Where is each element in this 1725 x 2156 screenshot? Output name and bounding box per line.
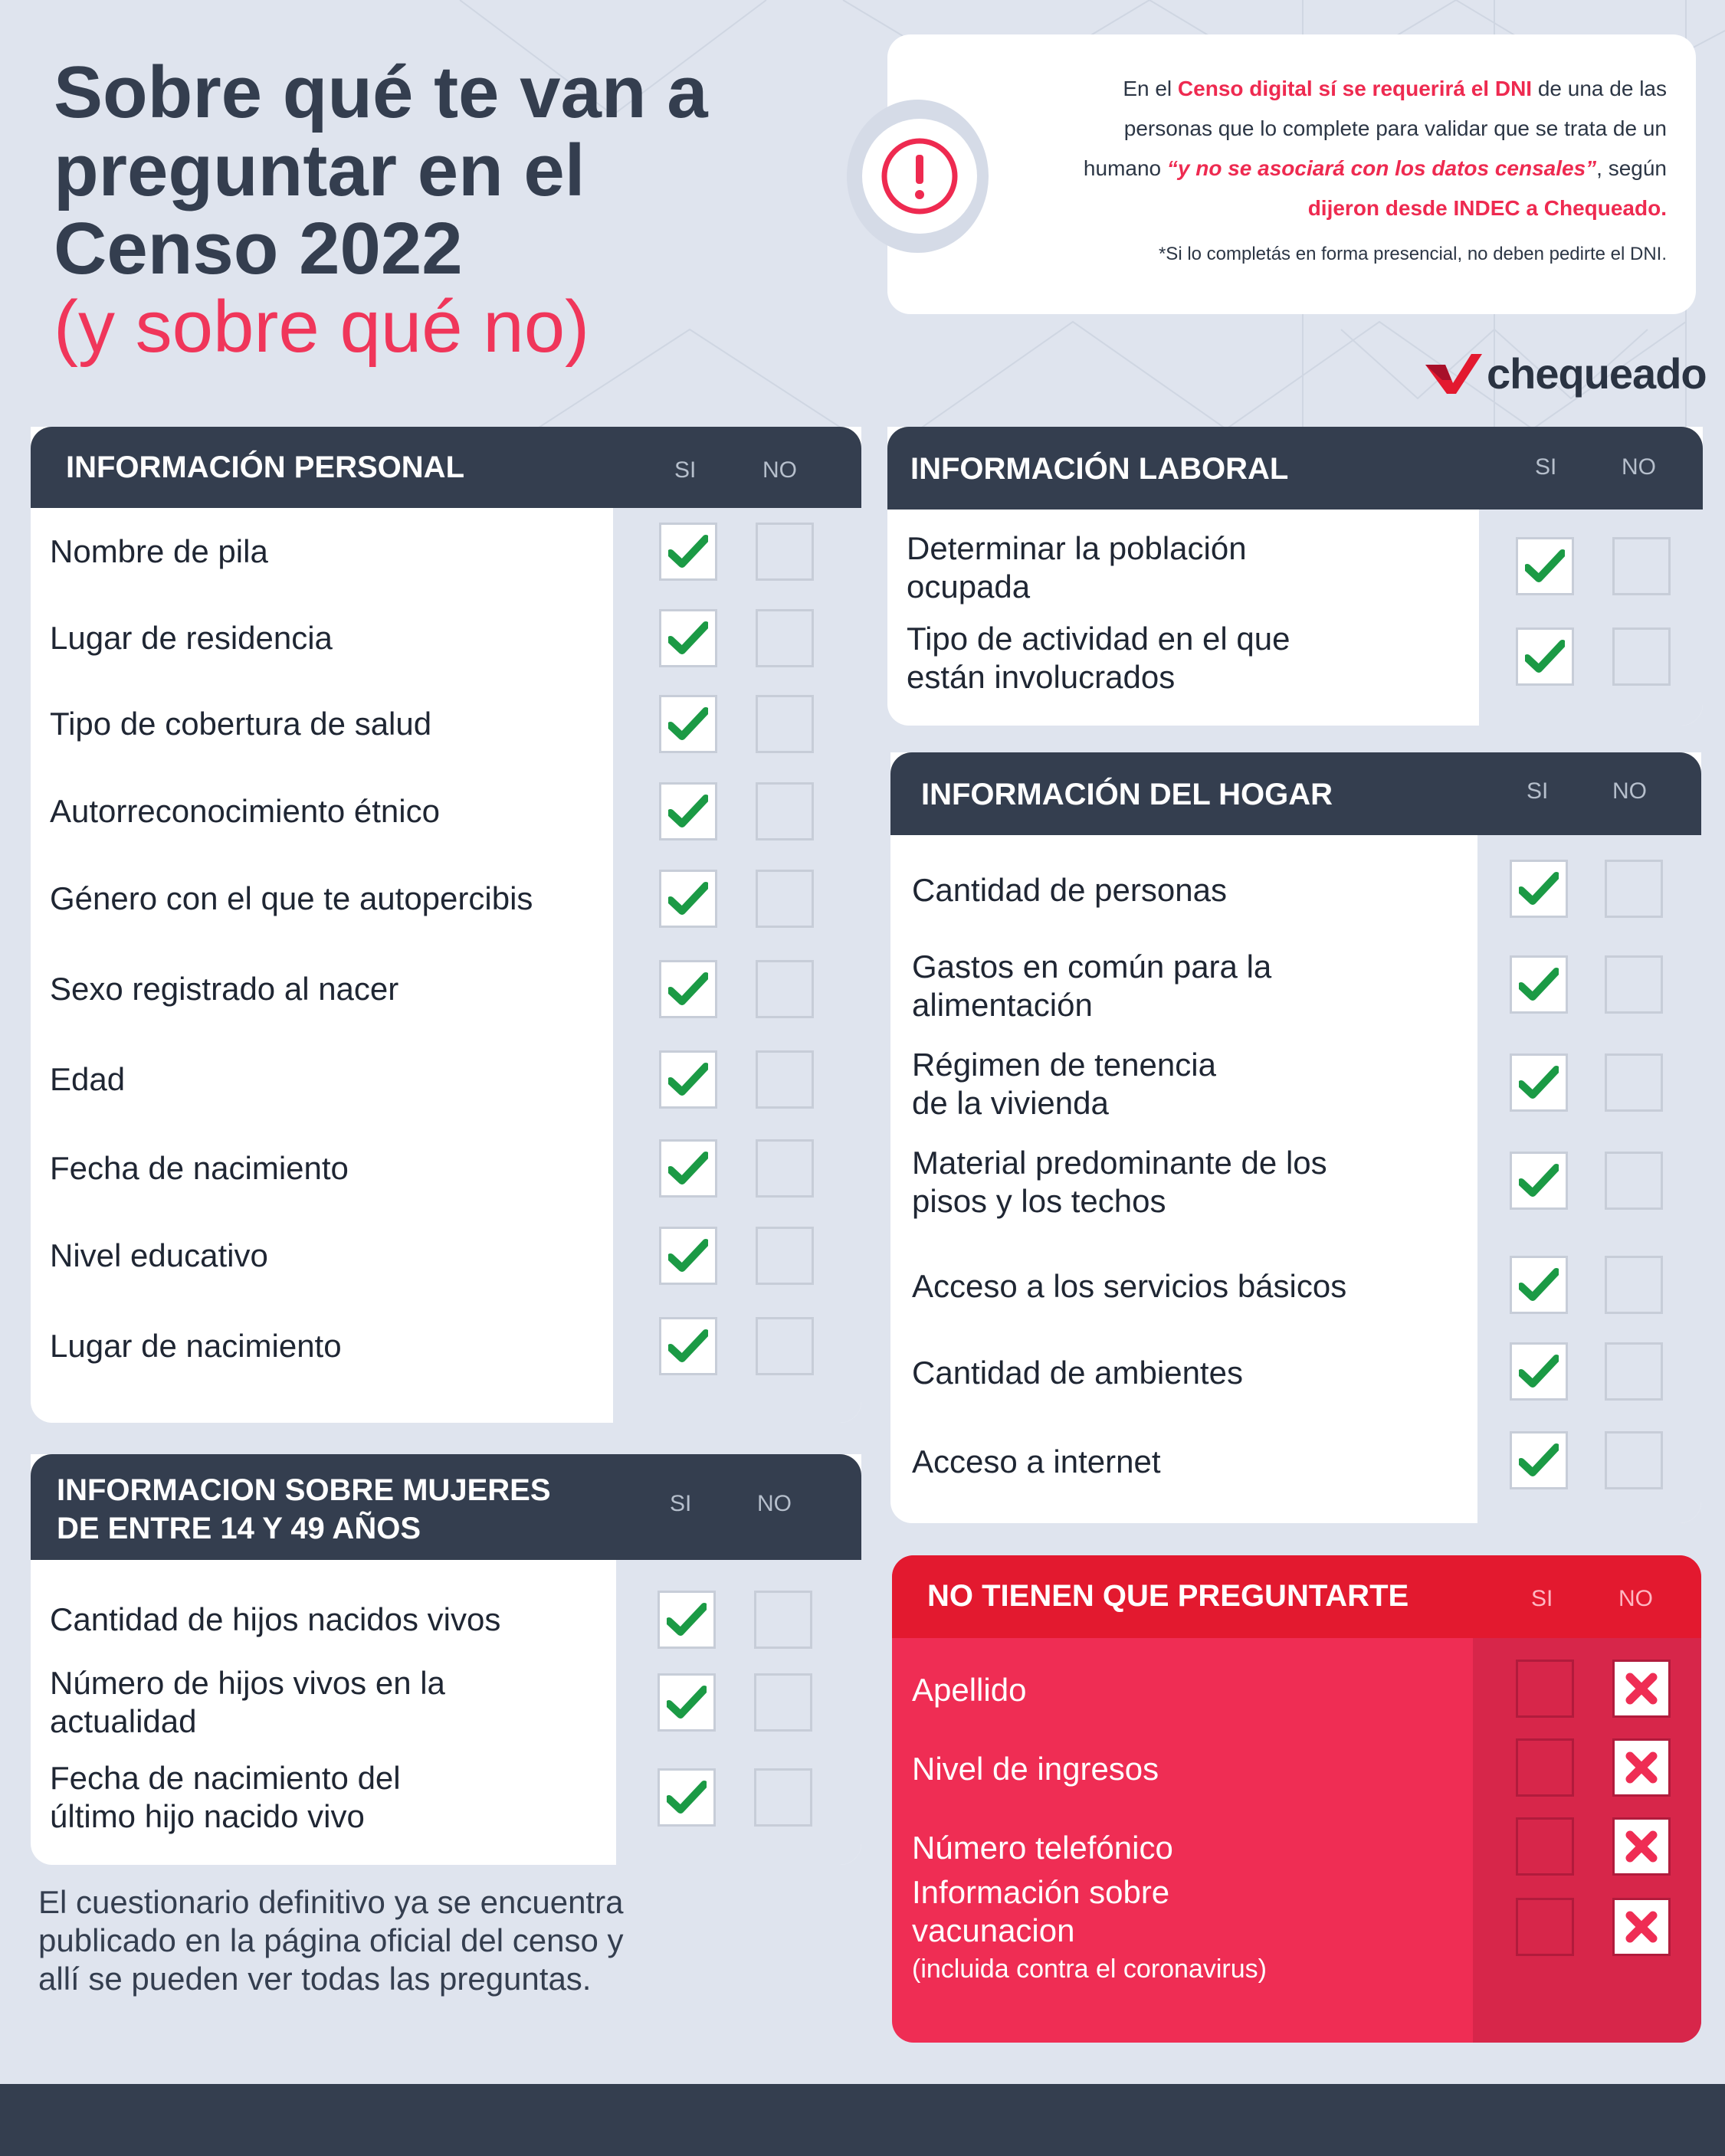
checkbox-si [1516,1738,1574,1797]
item-label: Fecha de nacimiento [50,1150,349,1186]
women-info-header [31,1454,861,1560]
check-icon [1525,640,1565,673]
check-icon [668,621,708,655]
item-label: Nivel educativo [50,1237,268,1273]
check-icon [1519,1268,1559,1302]
checkbox-si [659,870,717,928]
column-si: SI [670,1491,692,1516]
checkbox-no [1612,1738,1671,1797]
check-icon [1519,1443,1559,1477]
checkbox-si [658,1768,716,1827]
column-si: SI [1531,1586,1553,1611]
column-si: SI [1535,454,1557,480]
footer-line: El cuestionario definitivo ya se encuentra [38,1884,624,1920]
notice-text: de una de las personas que lo complete para validar que se trata de un humano [1083,77,1667,180]
footer-line: allí se pueden ver todas las preguntas. [38,1961,592,1997]
check-icon [668,795,708,828]
checkbox-no [756,1139,814,1198]
checkbox-no [1612,627,1671,686]
list-item [31,1049,861,1110]
check-icon [668,707,708,741]
item-label: Sexo registrado al nacer [50,971,399,1007]
check-icon [1525,549,1565,583]
check-icon [1519,1164,1559,1198]
checkbox-si [1516,1660,1574,1718]
work-info-header [887,427,1703,510]
checkbox-si [659,695,717,753]
list-item [31,1665,861,1739]
list-item [892,1817,1701,1879]
list-item [31,1316,861,1377]
exclamation-icon [880,136,959,216]
item-label: Número telefónico [912,1830,1173,1866]
item-label: Gastos en común para la [912,949,1272,985]
checkbox-no [1605,1152,1663,1210]
logo-text: chequeado [1487,349,1707,398]
item-label: (incluida contra el coronavirus) [912,1954,1267,1984]
checkbox-si [1516,627,1574,686]
dni-notice-text [1041,69,1667,228]
check-icon [1519,872,1559,906]
column-si: SI [1527,778,1549,804]
list-item [892,1660,1701,1721]
item-label: pisos y los techos [912,1183,1166,1219]
list-item [31,1225,861,1286]
alert-badge [847,100,989,253]
list-item [890,1145,1701,1219]
checkbox-si [1510,1256,1568,1314]
check-icon [1519,1355,1559,1388]
checkbox-si [1516,1817,1574,1876]
check-icon [1519,968,1559,1001]
column-no: NO [1622,454,1656,480]
check-icon [668,1329,708,1363]
card-title: INFORMACION SOBRE MUJERES [57,1473,551,1507]
checkbox-no [756,695,814,753]
title-line: preguntar en el [54,129,585,211]
dni-notice-footnote: *Si lo completás en forma presencial, no deben pedirte el DNI. [1158,244,1667,264]
women-info-card [31,1454,861,1865]
checkbox-si [659,1139,717,1198]
cross-icon [1624,1750,1659,1785]
checkbox-no [1612,1817,1671,1876]
cross-icon [1624,1829,1659,1864]
check-icon [1519,1066,1559,1099]
item-label: Género con el que te autopercibis [50,880,533,916]
checkbox-si [1516,1898,1574,1956]
checkbox-no [754,1591,812,1649]
household-info-card [890,752,1701,1523]
list-item [31,958,861,1020]
item-label: Determinar la población [907,530,1247,566]
notice-quote: “y no se asociará con los datos censales” [1166,156,1597,180]
checkbox-si [1510,1431,1568,1489]
item-label: Lugar de residencia [50,620,333,656]
card-title: DE ENTRE 14 Y 49 AÑOS [57,1512,421,1545]
personal-info-card [31,427,861,1423]
check-icon [668,1152,708,1185]
item-label: Material predominante de los [912,1145,1327,1181]
item-label: Apellido [912,1672,1027,1708]
list-item [892,1874,1701,1984]
list-item [892,1738,1701,1800]
list-item [31,781,861,842]
checkbox-si [659,609,717,667]
household-info-header [890,752,1701,835]
notice-highlight: Censo digital sí se requerirá el DNI [1177,77,1533,100]
title-accent: (y sobre qué no) [54,286,590,368]
check-icon [668,882,708,916]
checkbox-si [1510,860,1568,918]
check-icon [668,535,708,568]
checkbox-no [1605,1053,1663,1112]
column-no: NO [1612,778,1647,804]
checkbox-si [1510,1342,1568,1401]
work-info-card [887,427,1703,726]
personal-info-header [31,427,861,508]
card-title: INFORMACIÓN LABORAL [910,452,1289,486]
title-line: Censo 2022 [54,208,463,290]
notice-text: , según [1596,156,1667,180]
column-si: SI [674,457,697,483]
dni-notice [887,34,1696,314]
list-item [31,693,861,755]
checkbox-si [659,1050,717,1109]
checkbox-no [756,870,814,928]
checkbox-no [1612,537,1671,595]
list-item [31,521,861,582]
list-item [887,621,1703,695]
item-label: Tipo de actividad en el que [907,621,1290,657]
checkbox-no [1612,1660,1671,1718]
list-item [890,1047,1701,1121]
item-label: Información sobre [912,1874,1170,1910]
checkbox-no [1605,1256,1663,1314]
title-line: Sobre qué te van a [54,51,708,133]
checkbox-no [1605,1431,1663,1489]
checkbox-no [756,1317,814,1375]
checkbox-no [756,1050,814,1109]
checkbox-no [756,1227,814,1285]
checkbox-no [1605,1342,1663,1401]
item-label: Nombre de pila [50,533,268,569]
column-no: NO [757,1491,792,1516]
list-item [890,949,1701,1023]
checkbox-no [756,523,814,581]
checkbox-no [756,782,814,840]
item-label: Acceso a los servicios básicos [912,1268,1347,1304]
list-item [31,1760,861,1834]
column-no: NO [1618,1586,1653,1611]
card-title: INFORMACIÓN DEL HOGAR [921,778,1333,811]
item-label: Autorreconocimiento étnico [50,793,440,829]
item-label: Nivel de ingresos [912,1751,1159,1787]
not-asked-header [892,1555,1701,1638]
list-item [890,1431,1701,1492]
cross-icon [1624,1671,1659,1706]
checkbox-no [754,1768,812,1827]
card-title: NO TIENEN QUE PREGUNTARTE [927,1579,1409,1613]
list-item [890,1342,1701,1404]
item-label: Cantidad de ambientes [912,1355,1243,1391]
item-label: alimentación [912,987,1093,1023]
checkbox-no [756,960,814,1018]
page-title [54,51,708,368]
item-label: Edad [50,1061,126,1097]
item-label: vacunacion [912,1912,1075,1948]
column-no: NO [762,457,797,483]
not-asked-card [892,1555,1701,2043]
checkbox-no [754,1673,812,1732]
bottom-bar [0,2084,1725,2156]
checkbox-no [1605,955,1663,1014]
item-label: Tipo de cobertura de salud [50,706,432,742]
check-icon [667,1686,707,1719]
check-logo-icon [1425,354,1482,394]
list-item [890,860,1701,921]
list-item [31,1589,861,1650]
item-label: Lugar de nacimiento [50,1328,342,1364]
footer-line: publicado en la página oficial del censo y [38,1922,624,1958]
checkbox-si [659,1317,717,1375]
checkbox-si [659,523,717,581]
checkbox-no [1605,860,1663,918]
checkbox-si [1516,537,1574,595]
checkbox-si [1510,955,1568,1014]
item-label: de la vivienda [912,1085,1109,1121]
list-item [31,608,861,669]
item-label: Número de hijos vivos en la [50,1665,445,1701]
checkbox-si [659,782,717,840]
checkbox-si [1510,1053,1568,1112]
item-label: están involucrados [907,659,1176,695]
check-icon [668,972,708,1006]
list-item [31,1138,861,1199]
chequeado-logo [1425,349,1707,398]
item-label: actualidad [50,1703,197,1739]
item-label: Cantidad de hijos nacidos vivos [50,1601,501,1637]
list-item [890,1256,1701,1317]
item-label: último hijo nacido vivo [50,1798,365,1834]
notice-highlight: dijeron desde INDEC a Chequeado. [1307,196,1667,220]
checkbox-si [659,1227,717,1285]
checkbox-no [756,609,814,667]
list-item [887,530,1703,605]
cross-icon [1624,1909,1659,1945]
list-item [31,868,861,929]
checkbox-si [1510,1152,1568,1210]
item-label: Cantidad de personas [912,872,1227,908]
card-title: INFORMACIÓN PERSONAL [66,451,464,484]
item-label: Fecha de nacimiento del [50,1760,401,1796]
checkbox-si [658,1673,716,1732]
notice-text: En el [1123,77,1178,100]
checkbox-si [659,960,717,1018]
check-icon [667,1781,707,1814]
check-icon [668,1239,708,1273]
checkbox-no [1612,1898,1671,1956]
footer-note [38,1883,624,1998]
checkbox-si [658,1591,716,1649]
check-icon [667,1603,707,1637]
check-icon [668,1063,708,1096]
item-label: ocupada [907,568,1031,605]
item-label: Régimen de tenencia [912,1047,1216,1083]
item-label: Acceso a internet [912,1443,1161,1479]
